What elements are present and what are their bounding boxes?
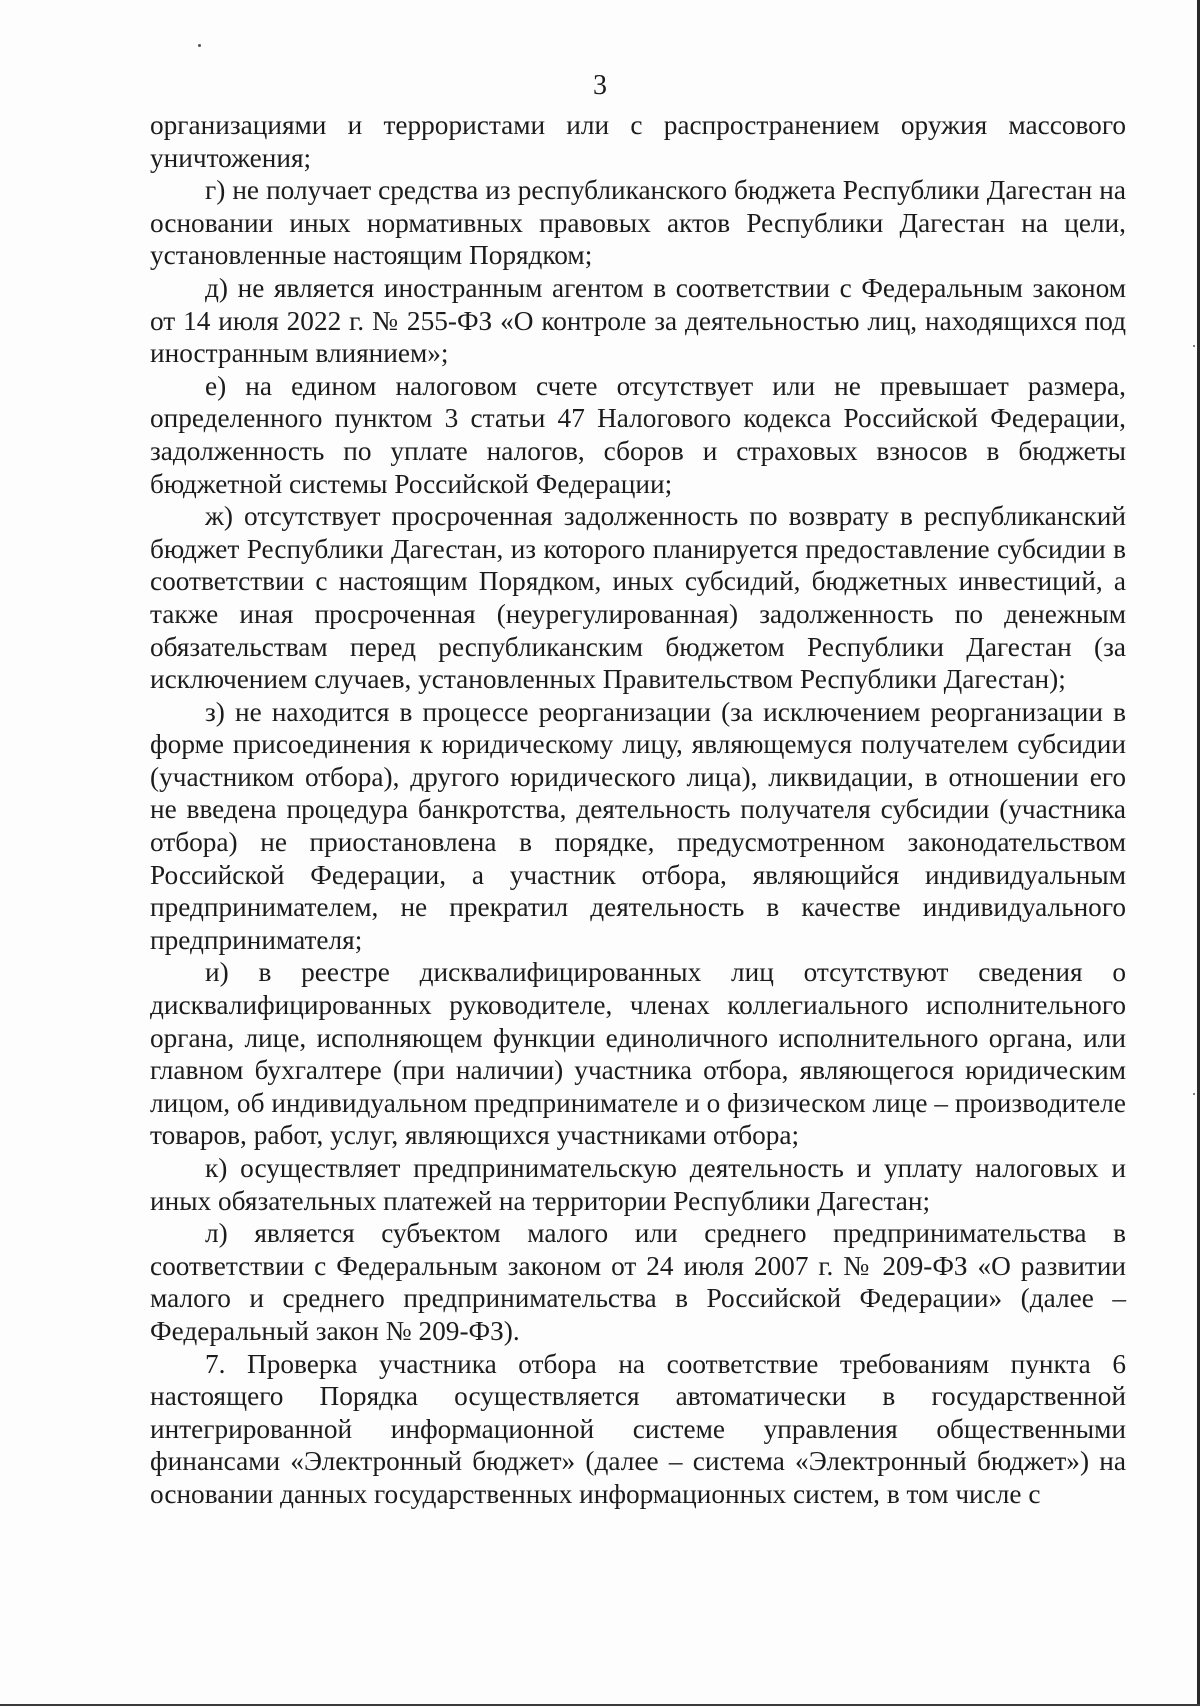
scan-speck xyxy=(1193,1093,1195,1095)
paragraph-item-d: д) не является иностранным агентом в соответствии с Федеральным законом от 14 июля 2022 г. № 255-ФЗ «О контроле за деятельностью лиц, находящихся под иностранным влиянием»; xyxy=(150,272,1126,369)
paragraph-item-g: г) не получает средства из республиканского бюджета Республики Дагестан на основании иных нормативных правовых актов Республики Дагестан на цели, установленные настоящим Порядком; xyxy=(150,175,1126,271)
paragraph-continuation: организациями и террористами или с распространением оружия массового уничтожения; xyxy=(150,110,1126,173)
paragraph-item-e: е) на едином налоговом счете отсутствует или не превышает размера, определенного пунктом 3 статьи 47 Налогового кодекса Российской Федерации, задолженность по уплате налогов, сборов и страховых взносов в бюджеты бюджетной системы Российской Федерации; xyxy=(150,370,1126,499)
scan-speck xyxy=(1193,345,1195,347)
paragraph-section-7: 7. Проверка участника отбора на соответствие требованиям пункта 6 настоящего Порядка осуществляется автоматически в государственной интегрированной информационной системе управления общественными финансами «Электронный бюджет» (далее – система «Электронный бюджет») на основании данных государственных информационных систем, в том числе с xyxy=(150,1348,1126,1509)
paragraph-item-l: л) является субъектом малого или среднего предпринимательства в соответствии с Федеральным законом от 24 июля 2007 г. № 209-ФЗ «О развитии малого и среднего предпринимательства в Российской Федерации» (далее – Федеральный закон № 209-ФЗ). xyxy=(150,1218,1126,1346)
paragraph-item-i: и) в реестре дисквалифицированных лиц отсутствуют сведения о дисквалифицированных руководителе, членах коллегиального исполнительного органа, лице, исполняющем функции единоличного исполнительного органа, или главном бухгалтере (при наличии) участника отбора, являющегося юридическим лицом, об индивидуальном предпринимателе и о физическом лице – производителе товаров, работ, услуг, являющихся участниками отбора; xyxy=(150,957,1126,1151)
scan-speck xyxy=(198,44,201,47)
paragraph-item-zh: ж) отсутствует просроченная задолженность по возврату в республиканский бюджет Республики Дагестан, из которого планируется предоставление субсидии в соответствии с настоящим Порядком, иных субсидий, бюджетных инвестиций, а также иная просроченная (неурегулированная) задолженность по денежным обязательствам перед республиканским бюджетом Республики Дагестан (за исключением случаев, установленных Правительством Республики Дагестан); xyxy=(150,501,1126,695)
paragraph-item-z: з) не находится в процессе реорганизации (за исключением реорганизации в форме присоединения к юридическому лицу, являющемуся получателем субсидии (участником отбора), другого юридического лица), ликвидации, в отношении его не введена процедура банкротства, деятельность получателя субсидии (участника отбора) не приостановлена в порядке, предусмотренном законодательством Российской Федерации, а участник отбора, являющийся индивидуальным предпринимателем, не прекратил деятельность в качестве индивидуального предпринимателя; xyxy=(150,696,1126,955)
page-number: 3 xyxy=(593,70,607,101)
paragraph-item-k: к) осуществляет предпринимательскую деятельность и уплату налоговых и иных обязательных платежей на территории Республики Дагестан; xyxy=(150,1153,1126,1216)
document-body xyxy=(150,109,1126,1511)
